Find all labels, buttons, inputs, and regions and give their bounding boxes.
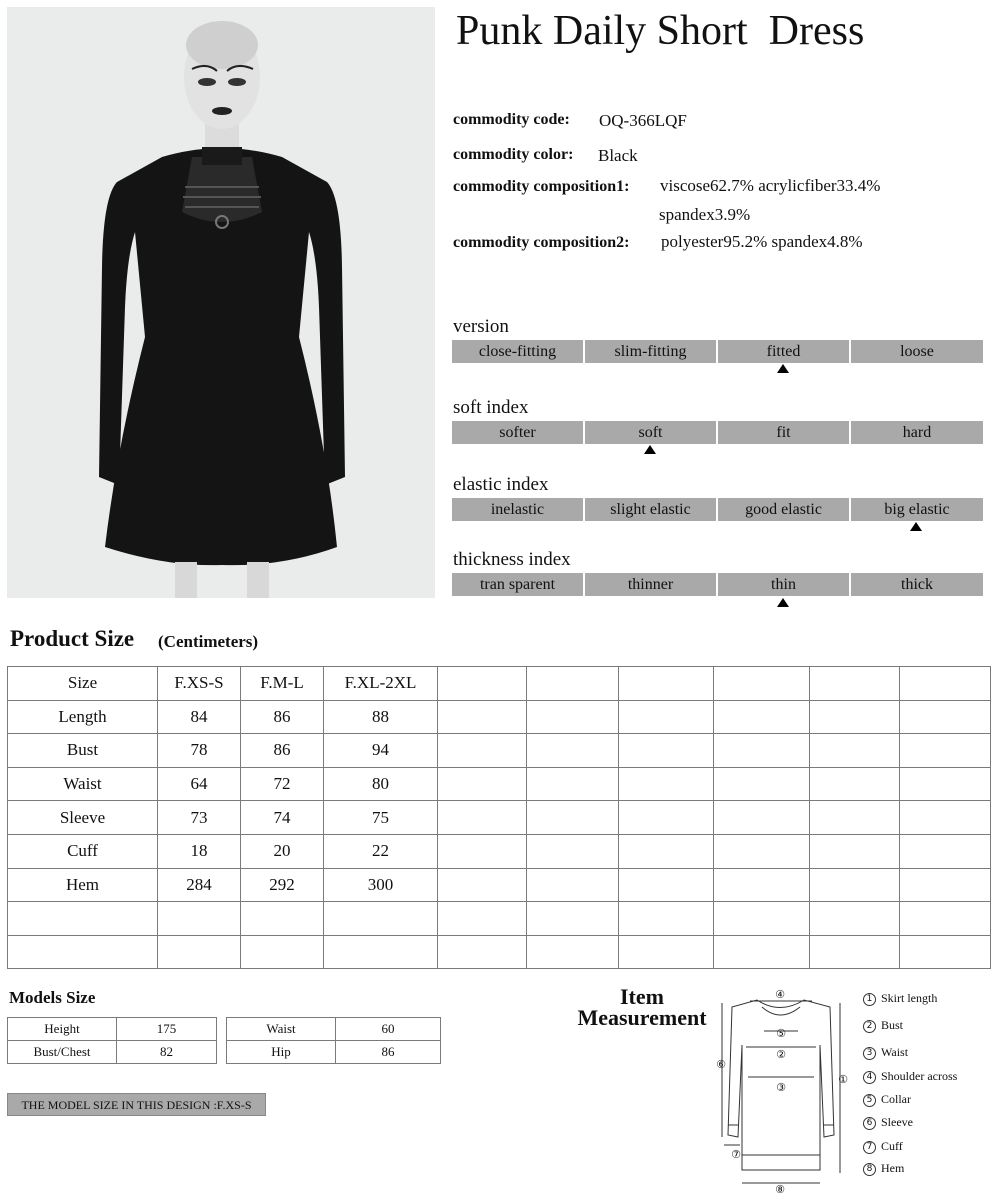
legend-number: 3: [863, 1047, 876, 1060]
spec-color-value: Black: [598, 146, 638, 165]
table-cell: 22: [324, 834, 438, 868]
table-cell: [438, 834, 527, 868]
table-cell: [324, 902, 438, 936]
model-wearing-dress-image: [7, 7, 435, 598]
table-cell: [438, 935, 527, 969]
table-cell: 20: [241, 834, 324, 868]
table-cell: 72: [241, 767, 324, 801]
legend-item: [863, 1018, 903, 1033]
legend-label: Waist: [881, 1045, 909, 1059]
table-cell: [527, 868, 619, 902]
index-title: soft index: [453, 397, 529, 418]
table-cell: [527, 700, 619, 734]
table-cell: [900, 834, 991, 868]
table-cell: [438, 801, 527, 835]
table-cell: [438, 868, 527, 902]
table-row: [8, 767, 991, 801]
legend-item: [863, 1045, 908, 1060]
diagram-number: ①: [838, 1073, 848, 1086]
table-cell: [158, 902, 241, 936]
table-cell: [900, 902, 991, 936]
table-cell: [714, 767, 810, 801]
diagram-number: ⑤: [776, 1027, 786, 1040]
index-option: big elastic: [851, 498, 983, 521]
table-cell: [8, 902, 158, 936]
selected-marker-icon: [910, 522, 922, 531]
table-cell: 175: [117, 1018, 217, 1041]
table-cell: [438, 700, 527, 734]
table-cell: [619, 767, 714, 801]
table-cell: [900, 667, 991, 701]
product-size-unit: (Centimeters): [158, 632, 259, 651]
selected-marker-icon: [777, 364, 789, 373]
legend-number: 6: [863, 1117, 876, 1130]
table-cell: [714, 734, 810, 768]
spec-composition2-label: commodity composition2:: [453, 234, 630, 251]
table-header-cell: F.XL-2XL: [324, 667, 438, 701]
table-cell: [619, 834, 714, 868]
index-option: fit: [718, 421, 849, 444]
table-cell: [810, 902, 900, 936]
table-cell: 300: [324, 868, 438, 902]
table-cell: [810, 801, 900, 835]
index-options: [452, 340, 983, 363]
item-measurement-title-line2: Measurement: [577, 1005, 707, 1030]
table-cell: [810, 767, 900, 801]
table-cell: [810, 868, 900, 902]
table-cell: [619, 667, 714, 701]
table-cell: [900, 935, 991, 969]
diagram-number: ③: [776, 1081, 786, 1094]
table-cell: 74: [241, 801, 324, 835]
models-size-table-left: [7, 1017, 217, 1064]
table-cell: Cuff: [8, 834, 158, 868]
diagram-number: ⑧: [775, 1183, 785, 1195]
table-cell: [714, 834, 810, 868]
table-cell: [810, 935, 900, 969]
table-cell: [527, 935, 619, 969]
legend-item: [863, 1092, 911, 1107]
table-cell: 18: [158, 834, 241, 868]
table-cell: 88: [324, 700, 438, 734]
legend-number: 7: [863, 1141, 876, 1154]
index-option: hard: [851, 421, 983, 444]
table-cell: 86: [241, 700, 324, 734]
table-row: [8, 902, 991, 936]
spec-composition1-value: viscose62.7% acrylicfiber33.4%: [660, 176, 881, 195]
legend-label: Skirt length: [881, 991, 938, 1005]
model-size-note: THE MODEL SIZE IN THIS DESIGN :F.XS-S: [7, 1093, 266, 1116]
legend-label: Collar: [881, 1092, 911, 1106]
table-cell: 75: [324, 801, 438, 835]
spec-color-label: commodity color:: [453, 146, 574, 163]
index-option: loose: [851, 340, 983, 363]
table-cell: [619, 902, 714, 936]
index-option: slight elastic: [585, 498, 716, 521]
product-photo: [7, 7, 435, 598]
table-row: [8, 734, 991, 768]
dress-measurement-diagram: [712, 985, 857, 1195]
index-option: slim-fitting: [585, 340, 716, 363]
table-cell: [900, 700, 991, 734]
table-header-cell: F.XS-S: [158, 667, 241, 701]
index-option: softer: [452, 421, 583, 444]
table-cell: 284: [158, 868, 241, 902]
table-row: [227, 1041, 441, 1064]
table-cell: [324, 935, 438, 969]
legend-item: [863, 1115, 913, 1130]
table-cell: [8, 935, 158, 969]
legend-item: [863, 991, 937, 1006]
table-cell: Height: [8, 1018, 117, 1041]
table-cell: [527, 902, 619, 936]
table-cell: [714, 801, 810, 835]
legend-number: 1: [863, 993, 876, 1006]
diagram-number: ②: [776, 1048, 786, 1061]
table-cell: [900, 868, 991, 902]
table-cell: [619, 700, 714, 734]
spec-composition1-value-line2: spandex3.9%: [659, 205, 751, 224]
table-cell: [527, 834, 619, 868]
table-cell: [241, 902, 324, 936]
legend-label: Shoulder across: [881, 1069, 958, 1083]
table-cell: [527, 801, 619, 835]
index-option: thinner: [585, 573, 716, 596]
table-cell: Bust/Chest: [8, 1041, 117, 1064]
table-cell: Hem: [8, 868, 158, 902]
index-option: soft: [585, 421, 716, 444]
item-measurement-title: [560, 986, 724, 1028]
item-measurement-title-line1: Item: [620, 984, 664, 1009]
table-row: [8, 1018, 217, 1041]
table-cell: [714, 868, 810, 902]
selected-marker-icon: [644, 445, 656, 454]
index-option: fitted: [718, 340, 849, 363]
table-cell: Waist: [227, 1018, 336, 1041]
legend-item: [863, 1069, 957, 1084]
table-row: [8, 801, 991, 835]
table-cell: 60: [336, 1018, 441, 1041]
table-cell: 84: [158, 700, 241, 734]
index-option: thin: [718, 573, 849, 596]
table-cell: Bust: [8, 734, 158, 768]
table-cell: [714, 700, 810, 734]
table-cell: Hip: [227, 1041, 336, 1064]
diagram-number: ④: [775, 988, 785, 1001]
table-cell: [527, 767, 619, 801]
table-cell: [900, 801, 991, 835]
legend-label: Sleeve: [881, 1115, 913, 1129]
table-row: [8, 868, 991, 902]
table-cell: [810, 734, 900, 768]
selected-marker-icon: [777, 598, 789, 607]
table-header-row: [8, 667, 991, 701]
table-row: [8, 1041, 217, 1064]
legend-number: 2: [863, 1020, 876, 1033]
table-cell: 80: [324, 767, 438, 801]
table-cell: 78: [158, 734, 241, 768]
table-cell: [438, 767, 527, 801]
product-size-title: Product Size: [10, 626, 135, 651]
table-row: [8, 700, 991, 734]
table-cell: [619, 734, 714, 768]
table-cell: [241, 935, 324, 969]
table-cell: [619, 801, 714, 835]
table-cell: [619, 935, 714, 969]
table-header-cell: F.M-L: [241, 667, 324, 701]
product-size-table: [7, 666, 991, 969]
table-cell: [438, 667, 527, 701]
table-cell: [438, 902, 527, 936]
legend-item: [863, 1139, 903, 1154]
table-cell: [714, 902, 810, 936]
index-option: thick: [851, 573, 983, 596]
diagram-number: ⑦: [731, 1148, 741, 1161]
legend-label: Cuff: [881, 1139, 903, 1153]
table-cell: 94: [324, 734, 438, 768]
index-option: good elastic: [718, 498, 849, 521]
table-cell: [810, 667, 900, 701]
table-header-cell: Size: [8, 667, 158, 701]
table-cell: [900, 734, 991, 768]
table-cell: [619, 868, 714, 902]
table-cell: [158, 935, 241, 969]
table-cell: [900, 767, 991, 801]
table-cell: 64: [158, 767, 241, 801]
table-cell: [714, 935, 810, 969]
index-title: thickness index: [453, 549, 571, 570]
legend-number: 8: [863, 1163, 876, 1176]
index-title: elastic index: [453, 474, 549, 495]
table-cell: Length: [8, 700, 158, 734]
table-cell: [810, 700, 900, 734]
table-row: [8, 935, 991, 969]
table-cell: 73: [158, 801, 241, 835]
table-cell: 292: [241, 868, 324, 902]
models-size-table-right: [226, 1017, 441, 1064]
legend-number: 5: [863, 1094, 876, 1107]
index-options: [452, 573, 983, 596]
table-row: [8, 834, 991, 868]
table-cell: Sleeve: [8, 801, 158, 835]
index-options: [452, 498, 983, 521]
table-cell: Waist: [8, 767, 158, 801]
table-cell: [810, 834, 900, 868]
index-options: [452, 421, 983, 444]
legend-label: Hem: [881, 1161, 905, 1175]
legend-label: Bust: [881, 1018, 904, 1032]
table-cell: [438, 734, 527, 768]
index-option: inelastic: [452, 498, 583, 521]
legend-item: [863, 1161, 904, 1176]
table-row: [227, 1018, 441, 1041]
product-title: Punk Daily Short Dress: [456, 8, 865, 54]
index-title: version: [453, 316, 509, 337]
spec-composition2-value: polyester95.2% spandex4.8%: [661, 232, 863, 251]
models-size-title: Models Size: [9, 988, 96, 1007]
index-option: close-fitting: [452, 340, 583, 363]
table-cell: 86: [241, 734, 324, 768]
table-cell: [527, 734, 619, 768]
spec-composition1-label: commodity composition1:: [453, 178, 630, 195]
table-cell: [714, 667, 810, 701]
spec-code-label: commodity code:: [453, 111, 570, 128]
diagram-number: ⑥: [716, 1058, 726, 1071]
legend-number: 4: [863, 1071, 876, 1084]
table-cell: [527, 667, 619, 701]
index-option: tran sparent: [452, 573, 583, 596]
table-cell: 82: [117, 1041, 217, 1064]
table-cell: 86: [336, 1041, 441, 1064]
spec-code-value: OQ-366LQF: [599, 111, 687, 130]
